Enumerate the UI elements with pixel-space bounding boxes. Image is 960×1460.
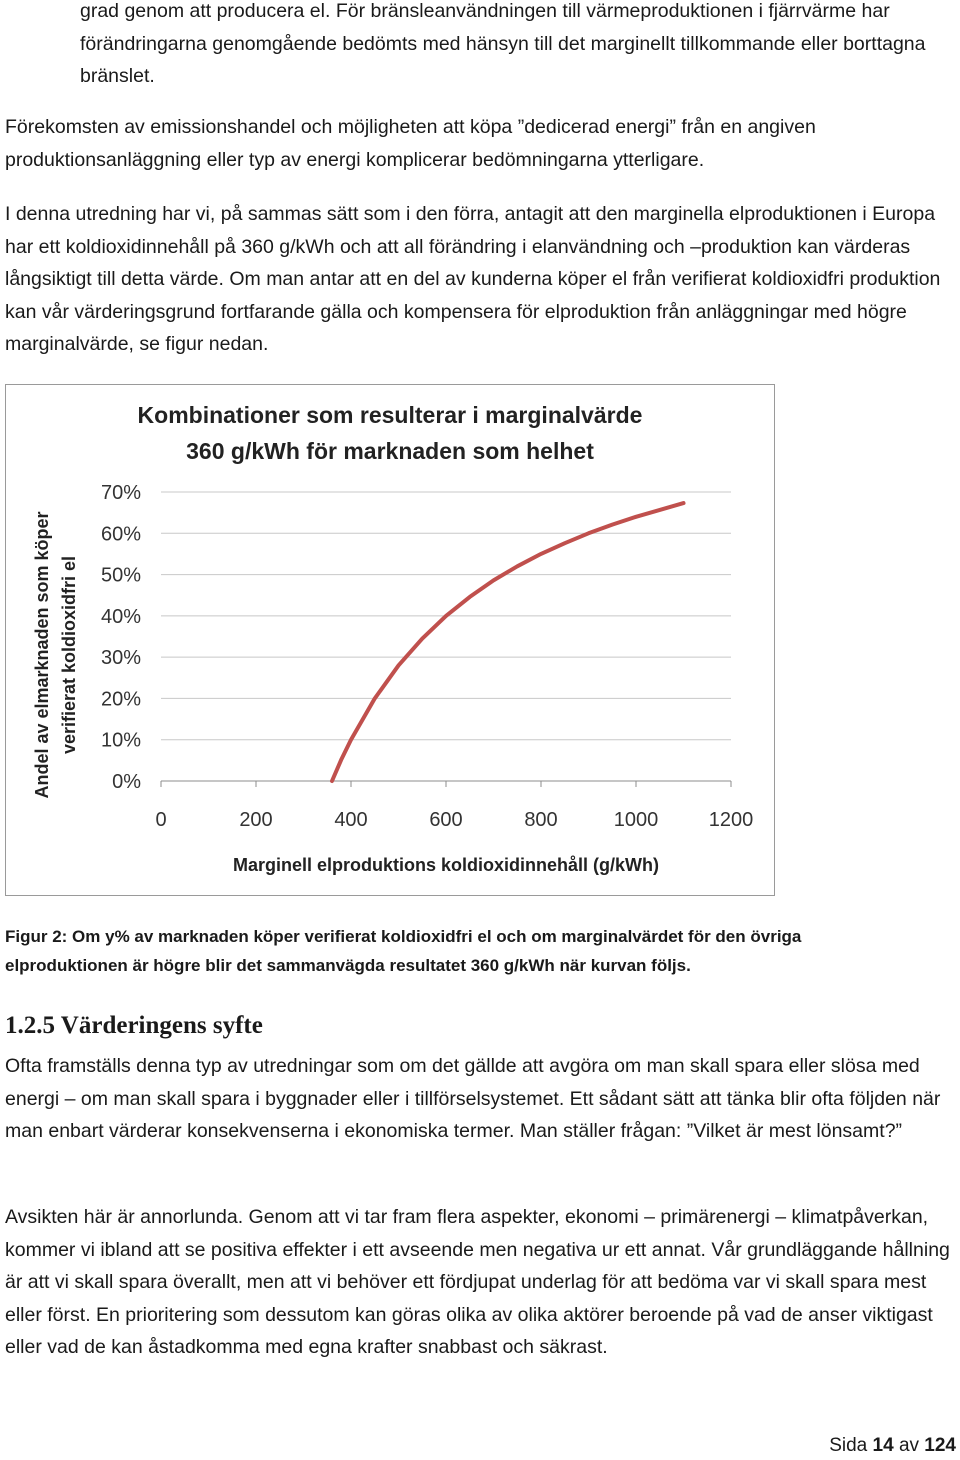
y-tick-label: 30% <box>100 647 141 670</box>
footer-mid: av <box>893 1435 925 1456</box>
figure-caption: Figur 2: Om y% av marknaden köper verifierat koldioxidfri el och om marginalvärdet för den övriga elproduktionen är högre blir det sammanvägda resultatet 360 g/kWh när kurvan följs. <box>5 927 802 975</box>
y-axis-label-line-1: Andel av elmarknaden som köper <box>32 511 52 799</box>
y-tick-label: 60% <box>100 523 141 546</box>
intent-paragraph: Avsikten här är annorlunda. Genom att vi tar fram flera aspekter, ekonomi – primärenergi – klimatpåverkan, kommer vi ibland att se positiva effekter i ett avseende men negativa ur ett annat. Vår grundläggande hållning är att vi skall spara överallt, men att vi behöver ett fördjupat underlag för att bedöma var vi skall spara mest eller först. En prioritering som dessutom kan göras olika av olika aktörer beroende på vad de anser viktigast eller vad de kan åstadkomma med egna krafter snabbast och säkrast. <box>5 1206 950 1358</box>
y-tick-label: 50% <box>100 564 141 587</box>
x-tick-label: 1200 <box>708 809 754 831</box>
y-axis-label-line-2: verifierat koldioxidfri el <box>59 555 79 755</box>
purpose-paragraph: Ofta framställs denna typ av utredningar som om det gällde att avgöra om man skall spara eller slösa med energi – om man skall spara i byggnader eller i tillförselsystemet. Ett sådant sätt att tänka blir ofta följden när man enbart värderar konsekvenserna i ekonomiska termer. Man ställer frågan: ”Vilket är mest lönsamt?” <box>5 1055 941 1142</box>
y-tick-label: 70% <box>100 482 141 504</box>
y-tick-label: 0% <box>112 771 141 793</box>
y-tick-label: 40% <box>100 605 141 628</box>
chart-title-line-1: Kombinationer som resulterar i marginalvärde <box>137 402 643 428</box>
footer-page-number: 14 <box>872 1435 894 1456</box>
x-tick-label: 1000 <box>613 809 659 831</box>
chart-figure <box>5 384 775 896</box>
y-tick-label: 10% <box>100 729 141 752</box>
y-tick-labels <box>101 482 141 793</box>
intro-paragraph: grad genom att producera el. För bränsleanvändningen till värmeproduktionen i fjärrvärme har förändringarna genomgående bedömts med hänsyn till det marginellt tillkommande eller borttagna bränslet. <box>80 0 926 87</box>
marginal-value-chart <box>6 385 774 895</box>
x-tick-label: 200 <box>239 809 273 831</box>
chart-gridlines <box>161 492 731 781</box>
assumption-paragraph: I denna utredning har vi, på sammas sätt som i den förra, antagit att den marginella elproduktionen i Europa har ett koldioxidinnehåll på 360 g/kWh och att all förändring i elanvändning och –produktion kan värderas långsiktigt till detta värde. Om man antar att en del av kunderna köper el från verifierat koldioxidfri produktion kan vår värderingsgrund fortfarande gälla och kompensera för elproduktion från anläggningar med högre marginalvärde, se figur nedan. <box>5 203 941 355</box>
x-axis-label: Marginell elproduktions koldioxidinnehåll (g/kWh) <box>232 855 660 875</box>
x-tick-label: 800 <box>524 809 558 831</box>
emission-paragraph: Förekomsten av emissionshandel och möjligheten att köpa ”dedicerad energi” från en angiven produktionsanläggning eller typ av energi komplicerar bedömningarna ytterligare. <box>5 116 816 171</box>
x-tick-labels <box>155 781 753 831</box>
footer-total-pages: 124 <box>924 1435 956 1456</box>
y-tick-label: 20% <box>100 688 141 711</box>
footer-prefix: Sida <box>829 1435 873 1456</box>
x-tick-label: 600 <box>429 809 463 831</box>
section-heading: 1.2.5 Värderingens syfte <box>5 1012 263 1039</box>
x-tick-label: 0 <box>155 809 167 831</box>
chart-title-line-2: 360 g/kWh för marknaden som helhet <box>186 438 594 464</box>
x-tick-label: 400 <box>334 809 368 831</box>
